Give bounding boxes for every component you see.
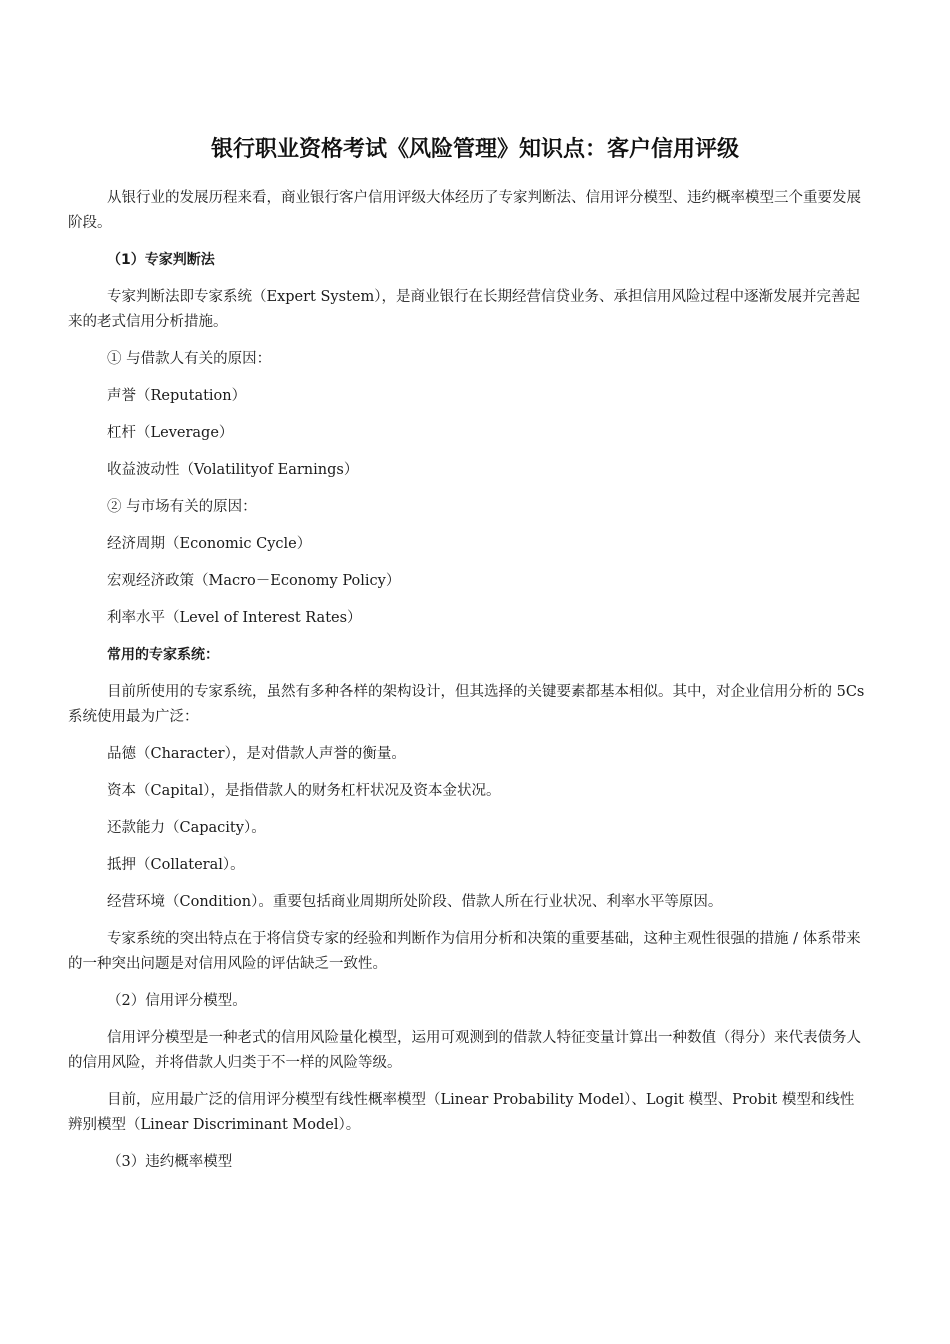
list-item-reputation: 声誉（Reputation） [107, 388, 247, 404]
list-item-economic-cycle: 经济周期（Economic Cycle） [107, 536, 312, 552]
section-heading-common-expert-systems: 常用的专家系统： [107, 647, 219, 663]
section-heading-expert-judgment: （1）专家判断法 [107, 252, 215, 268]
document-title: 银行职业资格考试《风险管理》知识点：客户信用评级 [210, 137, 739, 162]
list-item-capital: 资本（Capital），是指借款人的财务杠杆状况及资本金状况。 [107, 783, 501, 799]
list-heading-market-factors: ② 与市场有关的原因： [107, 499, 257, 515]
section-heading-default-probability: （3）违约概率模型 [107, 1154, 233, 1170]
section-heading-credit-scoring: （2）信用评分模型。 [107, 993, 247, 1009]
list-heading-borrower-factors: ① 与借款人有关的原因： [107, 351, 272, 367]
list-item-condition: 经营环境（Condition）。重要包括商业周期所处阶段、借款人所在行业状况、利率水平等原因。 [107, 894, 723, 910]
list-item-macro-policy: 宏观经济政策（Macro－Economy Policy） [107, 573, 401, 589]
list-item-capacity: 还款能力（Capacity）。 [107, 820, 266, 836]
list-item-collateral: 抵押（Collateral）。 [107, 857, 245, 873]
paragraph-expert-system: 专家判断法即专家系统（Expert System），是商业银行在长期经营信贷业务、承担信用风险过程中逐渐发展并完善起来的老式信用分析措施。 [68, 289, 860, 330]
paragraph-scoring-models: 目前，应用最广泛的信用评分模型有线性概率模型（Linear Probability Model）、Logit 模型、Probit 模型和线性辨别模型（Linear Discriminant Model）。 [68, 1092, 855, 1133]
document-body [68, 186, 868, 1187]
paragraph-credit-scoring: 信用评分模型是一种老式的信用风险量化模型，运用可观测到的借款人特征变量计算出一种数值（得分）来代表债务人的信用风险，并将借款人归类于不一样的风险等级。 [68, 1030, 861, 1071]
list-item-earnings-volatility: 收益波动性（Volatilityof Earnings） [107, 462, 359, 478]
paragraph-expert-system-feature: 专家系统的突出特点在于将信贷专家的经验和判断作为信用分析和决策的重要基础，这种主观性很强的措施 / 体系带来的一种突出问题是对信用风险的评估缺乏一致性。 [68, 931, 861, 972]
paragraph-intro: 从银行业的发展历程来看，商业银行客户信用评级大体经历了专家判断法、信用评分模型、违约概率模型三个重要发展阶段。 [68, 190, 861, 231]
paragraph-5cs-intro: 目前所使用的专家系统，虽然有多种各样的架构设计，但其选择的关键要素都基本相似。其中，对企业信用分析的 5Cs 系统使用最为广泛： [68, 684, 865, 725]
list-item-character: 品德（Character），是对借款人声誉的衡量。 [107, 746, 406, 762]
list-item-leverage: 杠杆（Leverage） [107, 425, 234, 441]
list-item-interest-rates: 利率水平（Level of Interest Rates） [107, 610, 362, 626]
